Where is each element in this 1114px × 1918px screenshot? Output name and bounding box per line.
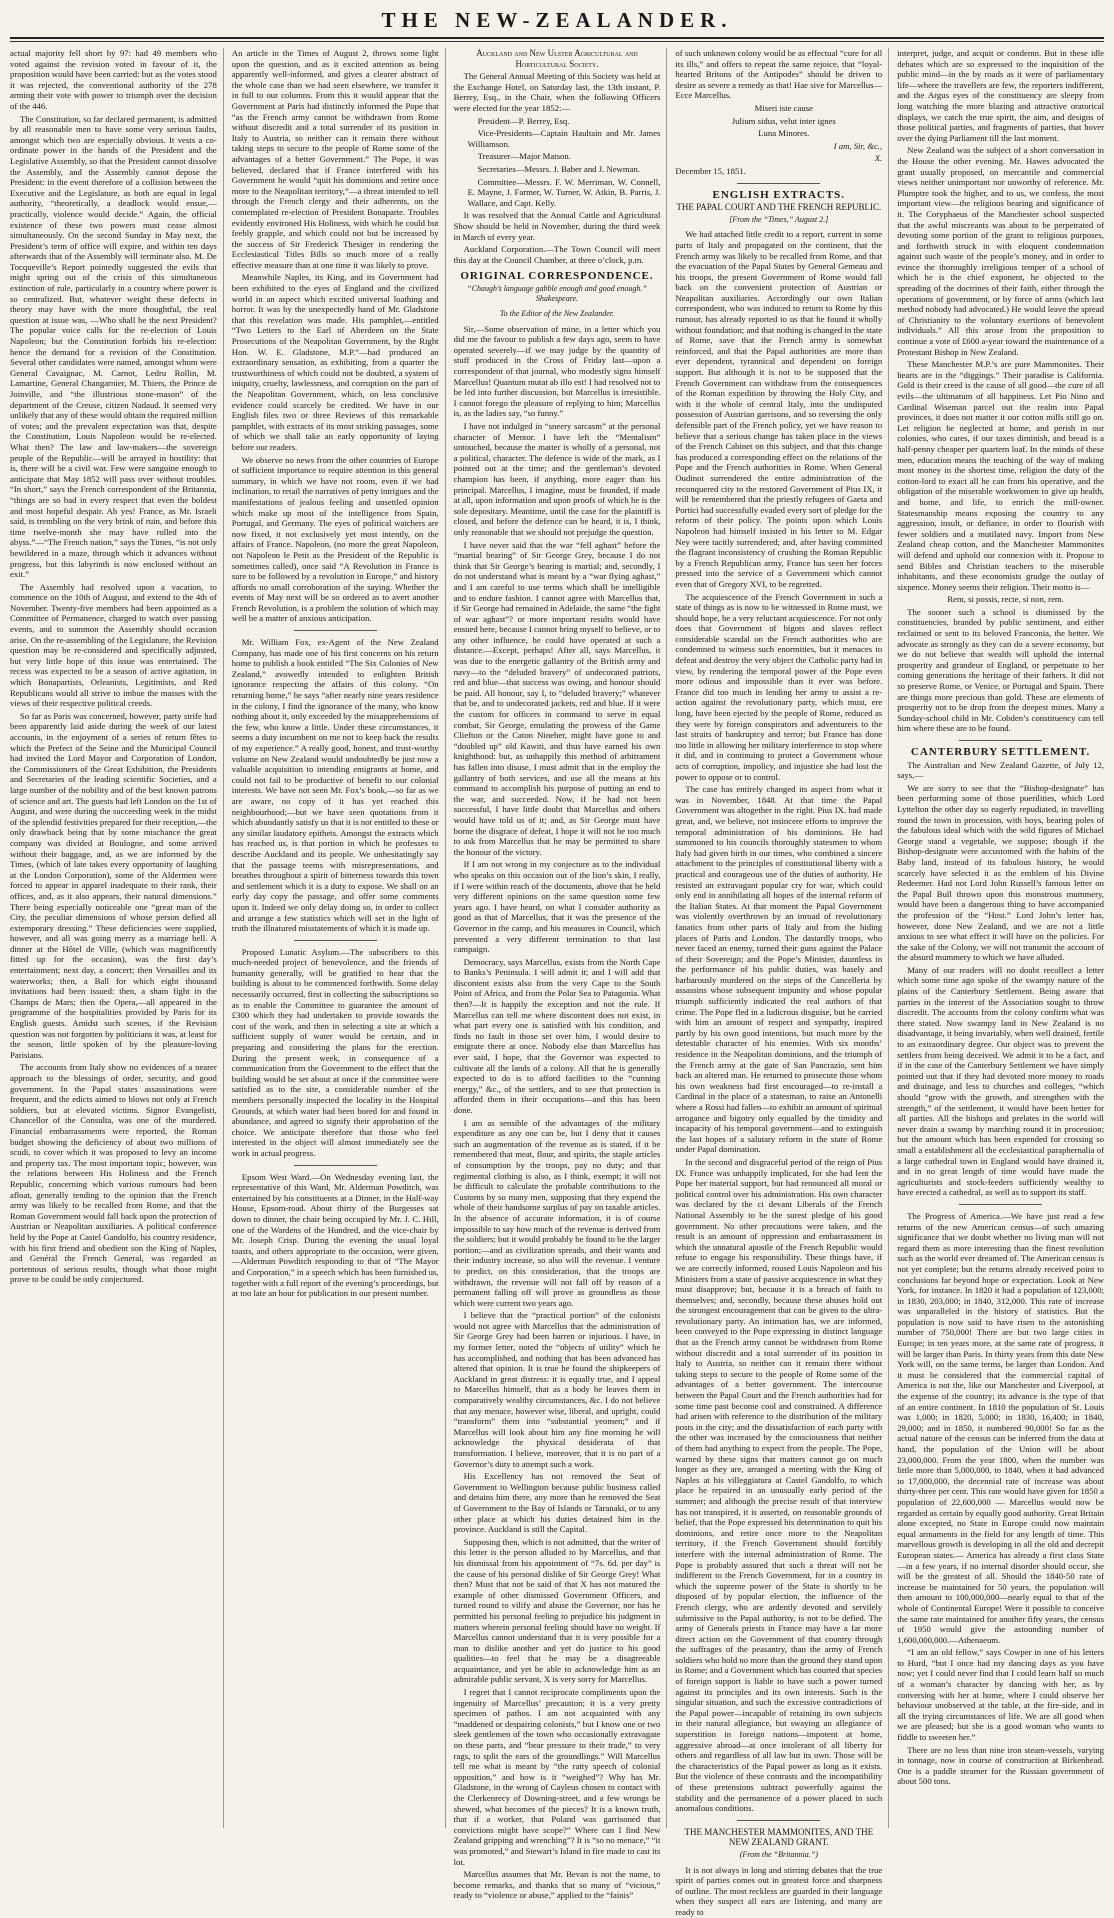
corporation-notice: Auckland Corporation.—The Town Council will meet this day at the Council Chamber, at three o’clock, p.m. bbox=[453, 244, 661, 265]
manchester-source: (From the “Britannia.”) bbox=[739, 1849, 818, 1859]
correspondence-paragraph: Supposing then, which is not admitted, that the writer of this letter is the person alluded to by Marcellus, and that his dismissal from his appointment of “7s. 6d. per day” is the cause of his personal dislike of Sir George Grey! What then? Must that not be said of that X has not matured the example of other dismissed Government Officers, and turned round to vilify and abuse the Governor, nor has he permitted his personal feeling to prejudice his judgment in matters wherein personal feeling should have no weight. If Marcellus cannot understand that it is very possible for a man to dislike another and yet do justice to his good qualities—to feel that he may be a disagreeable acquaintance, and yet be able to acknowledge him as an admirable public servant, X is very sorry for Marcellus. bbox=[453, 1536, 661, 1685]
manchester-paragraph: It is not always in long and stirring debates that the true spirit of parties comes out in greatest force and sharpness of outline. The most reckless are guarded in their language when they suspect all ears are listening, and many are ready to bbox=[675, 1864, 883, 1917]
officer-line: President—P. Berrey, Esq. bbox=[477, 115, 570, 126]
correspondence-paragraph: His Excellency has not removed the Seat of Government to Wellington because public business called and detains him there, any more than he removed the Seat of Government to the Bay of Islands or Taranaki, or to any other place at which his duties detained him in the province. Auckland is still the Capital. bbox=[453, 1471, 661, 1535]
col2-paragraph: Epsom West Ward.—On Wednesday evening last, the representative of this Ward, Mr. Alderman Powditch, was entertained by his constituents at a Dinner, in the Half-way House, Epsom-road. About thirty of the Burgesses sat down to dinner, the chair being occupied by Mr. J. C. Hill, one of the Wardens of the Hundred, and the vice-chair by Mr. Joseph Crisp. During the evening the usual loyal toasts, and others appropriate to the occasion, were given,—Alderman Powditch responding to that of “The Mayor and Corporation,” in a speech which has been furnished us, together with a full report of the evening’s proceedings, but at too late an hour for publication in our present number. bbox=[231, 1171, 439, 1299]
correspondence-paragraph: Marcellus assumes that Mr. Bevan is not the name, to become remarks, and thanks that so many of “vicious,” ready to “violence or abuse,” applied to the “fainis” bbox=[453, 1869, 661, 1901]
col5-paragraph: The sooner such a school is dismissed by the constituencies, branded by public sentiment, and either reclaimed or sent to its beloved Franconia, the better. We advocate as strongly as they can do a severe economy, but we do not believe that wealth will uphold the internal prosperity and grandeur of England, or perpetuate to her coming generations the heritage of their fathers. It did not so preserve Rome, or Venice, or Portugal and Spain. There are things more precious than gold. These are elements of prosperity not to be drop from the deepest mines. Many a Sunday-school child in Mr. Cobden’s constituency can tell him where these are to be found. bbox=[897, 606, 1104, 734]
col1-paragraph: The Constitution, so far declared permanent, is admitted by all reasonable men to have some very serious faults, amongst which two are especially obvious. It vests a co-ordinate power in the hands of the President and the Legislative Assembly, so that the President cannot dissolve the Assembly, and the Assembly cannot depose the President: in the event therefore of a collision between the Executive and the Legislature, as both are equal in legal authority, “theoretically, a deadlock would ensue,—practically, violence would decide.” Again, the official existence of these two powers must cease almost simultaneously. On the second Sunday in May next, the President’s term of office will expire, and within ten days afterwards that of the Assembly will terminate also. M. De Tocqueville’s Report pointedly suggested the evils that might spring out of the crisis of this simultaneous extinction of rule, particularly in a country where power is so centralized. But, whatever weight these defects in theory may have with the more thoughtful, the real question at issue was, —Who shall be the next President? The popular voice calls for the re-election of Louis Napoleon; but the Constitution forbids his re-election: hence the demand for a revision of the Constitution. Several other candidates were named, amongst whom were General Cavaignac, M. Carnot, Ledru Rollin, M. Lamartine, General Changarnier, M. Thiers, the Prince de Joinville, and “the illustrious stone-mason” of the department of the Creuse, citizen Nadaud. It seemed very unlikely that any of these would obtain the required million of votes; and the prevalent expectation was that, despite the Constitution, Louis Napoleon would be re-elected. What then? The law and law-makers—the sovereign people of the Republic—will be arrayed in hostility: that is, there will be a civil war. Few were sanguine enough to anticipate that May 1852 will pass over without troubles. “In short,” says the French correspondent of the Britannia, “things are so bad in every respect that even the boldest and most hopeful despair. Ah yes! France, as Mr. Israeli said, is trembling on the very brink of ruin, and before this time twelve-month she may have rolled into the abyss.”—“The French nation,” says the Times, “is not only bewildered in a maze, through which it advances without progress, but this labyrinth is now enclosed without an exit.” bbox=[10, 113, 217, 580]
officer-line: Committee—Messrs. F. W. Merriman, W. Connell, E. Mayne, J. Farmer, W. Turner, W. Atkin, B. Parris, J. Wallace, and Capt. Kelly. bbox=[467, 176, 661, 208]
column-1 bbox=[10, 48, 224, 1828]
canterbury-title: CANTERBURY SETTLEMENT. bbox=[910, 746, 1091, 758]
col2-paragraph: Mr. William Fox, ex-Agent of the New Zealand Company, has made one of his first concerns on his return home to publish a book entitled “The Six Colonies of New Zealand,” avowedly intended to enlighten British ignorance respecting the affairs of this colony. “On returning home,” he says “after nearly nine years residence in the colony, I find the ignorance of the many, who know nothing about it, only exceeded by the misapprehensions of the few, who know a little. Under these circumstances, it seems a duty incumbent on me not to keep back the results of my experience.” A really good, honest, and trust-worthy volume on New Zealand would undoubtedly be just now a valuable acquisition to intending emigrants at home, and could not fail to be productive of benefit to our colonial interests. We have not seen Mr. Fox’s book,—so far as we are aware, no copy of it has yet reached this neighbourhood;—but we have seen quotations from it which abundantly satisfy us that it is not entitled to these or any similar laudatory epithets. Amongst the extracts which has reached us, is that portion in which he professes to describe Auckland and its people. We unhesitatingly say that the passage teems with misrepresentations, and breathes throughout a spirit of bitterness towards this town and settlement which it is a duty to expose. We shall on an early day copy the passage, and offer some comments upon it. Indeed we only delay doing so, in order to collect and arrange a few statistics which will set in the light of truth the illnatured misstatements of which it is made up. bbox=[231, 637, 439, 934]
correspondence-paragraph: I have never said that the war “fell aghast” before the “martial bearing” of Sir George Grey, because I do not think that Sir George’s bearing is martial; and, secondly, I do not understand what is meant by a “war flying aghast,” and I am careful to use terms which shall be intelligible and to endure fashion. I cannot agree with Marcellus that, if Sir George had remained in Adelaide, the same “the fight of war aghast”? or more important results would have ensued here, because I cannot bring myself to believe, or to any other influence, he could have operated at such a distance.—Except, perhaps! After all, says Marcellus, it was due to the energetic gallantry of the British army and navy—to the “deluded bravery” of undecorated patriots, red and blue—that success was owing, and honour should be paid. All honour, say I, to “deluded bravery;” whatever that be, and to undecorated jackets, red and blue. If it were the custom for officers in command to serve in equal combat, Sir George, emulating the prowess of the Game Cliefton or the Caton Nineher, might have gone to and “doubled up” old Kawiti, and thus have earned his own knighthood: but, as unhappily this method of arbitrament has fallen into disuse, I must admit that in the employ the gallantry of both services, and use all the means at his command to accomplish his purpose of putting an end to the war, and succeeded. Now, if he had not been successful, I have little doubt that Marcellus and others would have told us of it; and, as Sir George must have borne the disgrace of defeat, I hope it will not be too much to ask from Marcellus that he may be permitted to share the honour of the victory. bbox=[453, 539, 661, 857]
extracts-subtitle: THE PAPAL COURT AND THE FRENCH REPUBLIC. bbox=[676, 202, 882, 213]
correspondence-paragraph: Sir,—Some observation of mine, in a letter which you did me the favour to publish a few days ago, seem to have operated severely—if we may judge by the quantity of stuff produced in the Cross of Friday last—upon a correspondent of that journal, who modestly signs himself Marcellus! Quantum mutat ab illo est! I had resolved not to be led into further discussion, but Marcellus is irresistible. I cannot forego the pleasure of replying to him; Marcellus is, as the ladies say, “so funny.” bbox=[453, 323, 661, 419]
col5-paragraph: These Manchester M.P.’s are pure Mammonites. Their hearts are in the “diggings.” Their paradise is California. Gold is their creed is the cause of all good—the cure of all evils—the ultimatum of all happiness. Let Pio Nino and Cardinal Wiseman parcel out the realm into Papal provinces, it does not matter it our cotton mills still go on. Let religion be neglected at home, and perish in our colonies, who cares, if our taxes diminish, and bread is a half-penny cheaper per quartern loaf. In the minds of these men, education means the teaching of the way of making most money in the shortest time, religion the duty of the cotton-lord to exact all he can from his operative, and the obligation of the miserable workwomen to give up health, and home, and life, to enrich the mill-owner. Statesmanship means exposing the country to any aggression, insult, or defiance, in order to flourish with fewer soldiers and a mutilated navy. Import from New Zealand cheap cotton, and the Manchester Mammonites will defend and uphold our connexion with it. Propose to send Bibles and Christian teachers to the miserable inhabitants, and these economists grudge the outlay of sixpence. Money seems their religion. Their motto is— bbox=[897, 359, 1104, 592]
column-2 bbox=[232, 48, 446, 1828]
manchester-title: THE MANCHESTER MAMMONITES, AND THE NEW ZEALAND GRANT. bbox=[684, 1826, 874, 1848]
officer-line: Secretaries—Messrs. J. Baber and J. Newman. bbox=[477, 163, 640, 174]
columns bbox=[10, 48, 1104, 1917]
letter-continuation: of such unknown colony would be as effectual “cure for all its ills,” and offers to repeat the same rejoice, that “loyal-hearted Britons of the Antipodes” should be driven to desire as severe a remedy as that! Hae sive for Marcellus—Ecce Marcellus. bbox=[675, 48, 883, 101]
section-divider bbox=[737, 1820, 820, 1821]
section-divider bbox=[737, 183, 820, 184]
correspondence-paragraph: I am as sensible of the advantages of the military expenditure as any one can be, but I deny that it causes such an augmentation of the revenue as is stated, if it be remembered that meat, flour, and spirits, the staple articles of consumption by the troops, pay no duty; and that regimental clothing is also, as I think, exempt; it will not be difficult to calculate the probable contributions to the Customs by so many men, supposing that they expend the whole of their handsome surplus of pay on taxable articles. In the absence of accurate information, it is of course impossible to say how much of the revenue is derived from the soldiers; but it would probably be found to be the larger portion;—and as civilization spreads, and their wants and their industry increase, so also will the revenue. I venture to predict, on this consideration, that the troops are withdrawn, the revenue will not fall off by reason of a permanent falling off will prove as groundless as those which were current two years ago. bbox=[453, 1117, 661, 1308]
society-title: Auckland and New Ulster Agricultural and Horticultural Society. bbox=[476, 48, 638, 69]
correspondence-title: ORIGINAL CORRESPONDENCE. bbox=[460, 270, 654, 283]
canterbury-intro: The Australian and New Zealand Gazette, of July 12, says,— bbox=[897, 759, 1104, 781]
correspondence-paragraph: I believe that the “practical portion” of the colonists would not agree with Marcellus that the administration of Sir George Grey had been barren or injurious. I have, in my former letter, noted the “objects of utility” which he has accomplished, and nothing that has been advanced has altered that opinion. It is true he found the shipkeepers of Auckland in great distress: it is equally true, and I appeal to Marcellus himself, that as a body he leaves them in comparatively wealthy circumstances, &c. I do not believe that any menace, however wise, liberal, and upright, could “transform” them into “substantial yeomen;” and if Marcellus will look about him any fine morning he will acknowledge the physical desiderata of that transformation. I believe, moreover, that it is no part of a Governor’s duty to attempt such a work. bbox=[453, 1310, 661, 1469]
america-paragraph: The Progress of America.—We have just read a few returns of the new American census—of such amazing significance that we doubt whether no living man will not regard them as more interesting than the finest revolution such as the world ever dreamed of. The American census is not yet complete; but the returns already received point to conclusions far beyond hope or expectation. Look at New York, for instance. In 1820 it had a population of 123,000; in 1830, 203,000; in 1840, 312,000. This rate of increase was unparalleled in the history of statistics. But the population is now said to have risen to the astonishing number of 750,000! There are but two large cities in Europe; in ten years more, at the same rate of progress, it will be larger than Paris. In thirty years from this date New York will, on the same terms, be larger than London. And it must be considered that the commercial capital of America is not the, like our Manchester and Liverpool, at the expense of the country; its advance is the type of that of an entire continent. In 1810 the population of St. Louis was 1,000; in 1820, 5,000; in 1830, 16,400; in 1840, 29,000; and in 1850, it numbered 90,000! So far as the actual nature of the census can be inferred from the data at hand, the population of the Union will be about 23,000,000. From the year 1800, when the number was little more than 5,000,000, to 1840, when it had advanced to 17,000,000, the decennial rate of increase was about thirty-three per cent. This rate would have given for 1850 a population of 22,600,000 — Marcellus would now be regarded as certain by equally good authority. Great Britain alone excepted, no State in Europe could now maintain equal armaments in the field for any length of time. This marvellous growth is developing in all the old and decrepit European states.— America has already a first class State—in a few years, if no internal disorder should occur, she will be the greatest of all. Should the 1840-50 rate of increase be maintained for 50 years, the population will then amount to 100,000,000—nearly equal to that of the whole of Continental Europe! Were it possible to conceive the same rate maintained for another fifty years, the census of 1950 would give the astounding number of 1,600,000,000.—Athenaeum. bbox=[897, 1210, 1104, 1645]
masthead: THE NEW-ZEALANDER. bbox=[10, 6, 1104, 39]
correspondence-paragraph: If I am not wrong in my conjecture as to the individual who speaks on this occasion out of the lion’s skin, I really, if I were within reach of the documents, above that he held very different opinions on the same question some few years ago. I have heard, on what I consider authority as good as that of Marcellus, that it was the presence of the Governor in the camp, and his measures in Council, which prevented a very different termination to that last campaign. bbox=[453, 859, 661, 955]
section-divider bbox=[959, 740, 1042, 741]
correspondence-quote: “Chaugh’s language gabble enough and good enough.” Shakespeare. bbox=[467, 283, 647, 304]
letter-signoff: I am, Sir, &c., bbox=[833, 140, 883, 151]
column-5 bbox=[897, 48, 1104, 1828]
extracts-paragraph: In the second and disgraceful period of the reign of Pius IX. France was unhappily implicated, for she had lent the Pope her material support, but had renounced all moral or political control over his administration. His own character was declared by the ci devant Liberals of the French National Assembly to be the surest pledge of his good government. No other precautions were taken, and the result is an amount of oppression and embarrassment in which the unnatural apostle of the French Republic would refuse to engage his responsibility. These things have, if we are correctly informed, roused Louis Napoleon and his Ministers from a state of passive acquiescence in what they must disapprove; but, because it is a breach of faith to themselves; and, secondly, because these abuses hold out the strongest encouragement that can be given to the ultra-revolutionary party. An intimation has, we are informed, been conveyed to the Pope expressing in distinct language that as the French army cannot be withdrawn from Rome without discredit and a total surrender of its position in Italy to Austria, so neither can it remain there without taking steps to secure to the people of Rome some of the advantages of a better government. The intercourse between the Papal Court and the French authorities had for some time past become cool and constrained. A difference had arisen with reference to the distribution of the military posts in the city; and the dissatisfaction of each party with the other was increased by the consciousness that neither of them had anything to expect from the people. The Pope, warned by these signs that matters cannot go on much longer as they are, arranged a meeting with the King of Naples at his villeggiatura at Castel Gandolfo, to which place he repaired in an unusually early period of the summer; and although the precise result of that interview has not transpired, it is asserted, on reasonable grounds of belief, that the Pope expressed his determination to quit his dominions, and retire once more to the Neapolitan territory, if the French Government should forcibly interfere with the internal administration of Rome. The Pope is probably assured that such a threat will not be indifferent to the French Government, for in a country in which the supreme power of the State is shortly to be disposed of by popular election, the influence of the French clergy, who are ardently devoted and servilely submissive to the Papal authority, is not to be defied. The army of Generals priests in France may have a far more direct action on the Government of that country through the suffrages of the peasantry, than the army of French soldiers who hold no more than the ground they stand upon in Rome; and a Government which has courted that species of foreign support is liable to have such a power turned against its principles and its own interests. Such is the singular situation, and such the excessive contradictions of the Papal power—incapable of retaining its own subjects in their natural allegiance, but swaying an allegiance of superstition in foreign nations—impotent at home, aggressive abroad—at once intolerant of all liberty for others and regardless of all law but its own. Those will be the characteristics of the Papal power as long as it exists. But the violence of these contrasts and the incompatibility of these pretensions subtract powerfully against the stability and the permanence of a power placed in such anomalous conditions. bbox=[675, 1156, 883, 1814]
society-body: The General Annual Meeting of this Society was held at the Exchange Hotel, on Saturday last, the 13th instant, P. Berrey, Esq., in the Chair, when the following Officers were elected for the year 1852:— bbox=[453, 71, 661, 113]
verse-line: Luna Minores. bbox=[758, 128, 810, 139]
correspondence-to: To the Editor of the New Zealander. bbox=[499, 309, 615, 319]
col1-paragraph: The Assembly had resolved upon a vacation, to commence on the 10th of August, and extend to the 4th of November. Twenty-five members had been appointed as a Committee of Permanence, charged to watch over passing events, and to summon the Assembly should occasion arise. On the re-assembling of the Legislature, the Revision question may be re-considered and specifically adjusted, but very little hope of this issue was entertained. The recess was expected to be a season of active agitation, in which Bonapartists, Orleanists, Legitimists, and Red Republicans would all strive to imbue the masses with the views of their respective political creeds. bbox=[10, 581, 217, 709]
column-3 bbox=[453, 48, 668, 1901]
col2-paragraph: Meanwhile Naples, its King, and its Government had been exhibited to the eyes of England and the civilized world in an aspect which excited universal loathing and horror. It was by the unexpectedly hand of Mr. Gladstone that this revelation was made. His pamphlet,—entitled “Two Letters to the Earl of Aberdeen on the State Prosecutions of the Neapolitan Government, by the Right Hon. W. E. Gladstone, M.P.”—had produced an extraordinary sensation, as exhibiting, from a quarter the trustworthiness of which could not be doubted, a system of iniquity, cruelty, lawlessness, and corruption on the part of the Neapolitan Government, which, on less conclusive evidence could scarcely be credited. We have in our English files two or three Reviews of this remarkable pamphlet, with extracts of its most striking passages, some of which we shall take an early opportunity of laying before our readers. bbox=[231, 272, 439, 452]
verse-line: Julium sidus, velut inter ignes bbox=[731, 115, 836, 126]
col1-paragraph: So far as Paris was concerned, however, party strife had been apparently laid aside during the week of our latest accounts, in the enjoyment of a series of return fêtes to which the Prefect of the Seine and the Municipal Council had invited the Lord Mayor and Corporation of London, the Commissioners of the Great Exhibition, the Presidents and Secretaries of the leading scientific Societies, and a large number of the nobility and of the best known patrons of science and art. The guests had left London on the 1st of August, and were during the succeeding week in the midst of the splendid festivities prepared for their reception,—the only drawback being that by some mischance the great company was divided at Boulogne, and some arrived without their baggage, and, as we are informed by the Times, (which of late takes every opportunity of laughing at the London Corporation), some of the Aldermen were forced to appear in apparel inadequate to their rank, their offices, and, as it also appears, their natural dimensions.” There being especially noticeable one “great man of the City, the peculiar dimensions of whose person defied all extemporary dressing.” These deficiencies were supplied, however, and all was going merry as a marriage bell. A dinner at the Hôtel de Ville, (which was magnificently fitted up for the occasion), was the first day’s entertainment; next day, a concert; then Versailles and its waterworks; then, a Ball for which eight thousand invitations had been issued: then, a sham fight in the Champs de Mars; then the Opera,—all appeared in the programme of the hospitalities provided by Paris for its English guests. Amidst such scenes, if the Revision question was not forgotten by politicians it was, at least for the season, little spoken of by the pleasure-loving Parisians. bbox=[10, 710, 217, 1060]
col2-paragraph: We observe no news from the other countries of Europe of sufficient importance to require attention in this general summary, in which we have not room, even if we had inclination, to retail the narratives of petty intrigues and the manifestations of jealous feeling and unsettled opinion which make up most of the intelligence from Spain, Portugal, and Germany. The eyes of political watchers are now fixed, it not exclusively yet most intently, on the affairs of France. Napoleon, (no more the great Napoleon, not Napoleon le Petit as the President of the Republic is sometimes called), once said “A Revolution in France is sure to be followed by a revolution in Europe,” and history affords no small corroboration of the saying. Whether the events of May next will be so ordered as to avert another French Revolution, is a problem the solution of which may well be a matter of anxious anticipation. bbox=[231, 454, 439, 624]
motto-line: Rem, si possis, recte, si non, rem. bbox=[947, 594, 1064, 605]
col1-paragraph: The accounts from Italy show no evidences of a nearer approach to the blessings of order, security, and good government. In the Papal states assassinations were frequent, and the edicts aimed to blows not only at French soldiers, but at elevated victims. Signor Evangelisti, Chancellor of the Consulta, was one of the murdered. Financial embarrassments were reported, the Roman budget showing the deficiency of about two millions of scudi, to cover which it was proposed to levy an income and property tax. The most important topic, however, was the relations between His Holiness and the French Republic, concerning which various rumours had been afloat, generally tending to the opinion that the French army was likely to be recalled from Rome, and that the Roman Government would fall back upon the protection of Austrian or Neapolitan auxiliaries. A political conference held by the Pope at Castel Gandolfo, his country residence, with his first friend and obedient son the King of Naples, and Genéral the French General, was regarded as portentous of serious results, though what those might prove to be could be only conjectured. bbox=[10, 1062, 217, 1285]
extracts-title: ENGLISH EXTRACTS. bbox=[712, 188, 846, 201]
letter-initial: X. bbox=[874, 153, 883, 164]
verse-line: Miseri iste cause bbox=[754, 102, 813, 113]
section-divider bbox=[959, 1204, 1042, 1205]
correspondence-paragraph: I regret that I cannot reciprocate compliments upon the ingenuity of Marcellus’ precaution; it is a very pretty specimen of pathos. I am not acquainted with any “maddened or despairing colonists,” but I know one or two sleek gentlemen of the town who occasionally extravagate on these parts, and “bear pressure to their trade,” to very rags, to split the ears of the groundlings.” Will Marcellus tell me what is meant by “the ratty speech of colonial opposition,” and how is it “weighed”? Why has Mr. Gladstone, in the wrong of Cayleus chosen to contact with the Clerkenrecy of Downing-street, and a few wrongs be shewed, what becomes of the pieces? It is a known truth, that if a worker, that Poland was garrisoned that convictions might have scope?” Where can I find New Zealand gripping and wrenching”? It is “so no menace,” “it was promoted,” and Stewart’s Island in fire made to cast its lot. bbox=[453, 1687, 661, 1867]
correspondence-paragraph: I have not indulged in “sneery sarcasm” at the personal character of Mentor. I have left the “Mentalism” untouched, because the matter is wholly of a personal, not a political, character. The defence is wide of the mark, as I pointed out at the time; and the gentleman’s devoted champion has been, if anything, more eager than his principal. Marcellus, I imagine, must be founded, if made at all, upon information and upon proofs of which he is the sole depositary. Meantime, until the case for the plaintiff is closed, and before the defence can be heard, it is, I think, only reasonable that we should not prejudge the question. bbox=[453, 421, 661, 537]
col2-paragraph: An article in the Times of August 2, throws some light upon the question, and as it excited attention as being apparently well-informed, and gives a clearer abstract of the whole case than we had seen elsewhere, we transfer it in full to our columns. From this it would appear that the Government at Paris had distinctly informed the Pope that “as the French army cannot be withdrawn from Rome without discredit and a total surrender of its position in Italy to Austria, so neither can it remain there without taking steps to secure to the people of Rome some of the advantages of a better Government.” The Pope, it was believed, declared that if France interfered with his Government he would “quit his dominions and retire once more to the Neapolitan territory,”—a threat intended to tell through the French clergy and their adherents, on the contemplated re-election of President Bonaparte. Troubles evidently environed His Holiness, with which he could but feebly grapple, and which could not but be increased by the success of Sir Frederick Thesiger in rendering the Ecclesiastical Titles Bills so much more of a really effective measure than at one time it was likely to prove. bbox=[231, 48, 439, 270]
col5-paragraph: New Zealand was the subject of a short conversation in the House the other evening. Mr. Hawes advocated the grant usually proposed, on mercantile and commercial views neither unimportant nor unworthy of reference. Mr. Plumptre took the higher, and to us, we confess, the most important view—the religious bearing and significance of it. The Coryphaeus of the Manchester school suspected that the awful miscreants was about to be perpetrated of devoting some portion of the grant to religious purposes, and forthwith struck in with eloquent condemnation against such waste of the people’s money, and in order to evince the thoroughly irreligious temper of a school of which he is the chief exponent, he objected to the spreading of the doctrines of their faith, either through the operations of government, or by force of arms (which last method nobody had advocated.) He would leave the spread of Christianity to the voluntary exertions of benevolent individuals.” All this arose from the proposition to continue a vote of £600 a-year toward the maintenance of a Protestant Bishop in New Zealand. bbox=[897, 145, 1104, 357]
cowper-paragraph: “I am an old fellow,” says Cowper in one of his letters to Hurd, “but I once had my dancing days as you have now; yet I could never find that I could learn half so much of a woman’s character by dancing with her, as by conversing with her at home, where I could observe her behaviour unobserved at the table, at the fire-side, and in all the trying circumstances of life. We are all good when we are pleased; but she is a good woman who wants to fiddle to sweeten her.” bbox=[897, 1647, 1104, 1743]
extracts-paragraph: The case has entirely changed its aspect from what it was in November, 1848. At that time the Papal Government was altogether in the right. Pius IX. had made great, and, we believe, not insincere efforts to improve the temporal administration of his dominions. He had summoned to his councils thoroughly statesmen to whom Italy had given birth in our times, who combined a sincere attachment to the principles of constitutional liberty with a practical and courageous use of the duties of authority. He resisted an extravagant popular cry for war, which could only end in annihilating all hopes of the internal reform of the Italian States. At that moment the Papal Government was violently overthrown by an inroad of revolutionary fanatics from other parts of Italy and from the hiding places of Paris and London. The dastardly troops, who never faced an enemy, turned their guns against the Palace of their Sovereign; and the Pope’s Minister, dauntless in the performance of his public duties, was basely and barbarously murdered on the steps of the Cancelleria by assassins whose subsequent impunity and whose popular triumph sufficiently indicated the real authors of that crime. The Pope fled in a ludicrous disguise, but he carried with him an amount of respect and sympathy, inspired partly by his own good intentions, but much more by the detestable character of his enemies. With six months’ residence in the Neapolitan dominions, and the triumph of the French army at the gate of San Pancrazio, sent him back an altered man. He returned to prosecute those whom his own weakness had first encouraged—to re-install a Cardinal in the place of a statesman, to raise an Antonelli where a Rossi had fallen—to exhibit an amount of spiritual arrogance and bigotry only equalled by the timidity and incapacity of his temporal government—and to extinguish the last hopes of a salutary reform in the state of Rome under Papal domination. bbox=[675, 784, 883, 1155]
masthead-rule bbox=[10, 41, 1104, 42]
correspondence-paragraph: Democracy, says Marcellus, exists from the North Cape to Banks’s Peninsula. I will admit it; and I will add that discontent exists also from the very Cape to the South Point of Africa, and from the Polar Sea to Patagonia. What then?—It is happily the exception and not the rule. If Marcellus can tell me where discontent does not exist, in what part every one is satisfied with his condition, and finds no fault in those set over him, I would desire to emigrate there at once. Nobody else than Marcellus has ever said, I hope, that the Governor was expected to cultivate all the lands of a colony. All that he is generally expected to do is to afford facilities to the “cunning energy,” &c., of the settlers, and to see that protection is afforded them in their occupations—and this has been done. bbox=[453, 956, 661, 1115]
extracts-source: [From the “Times,” August 2.] bbox=[729, 214, 829, 224]
section-divider bbox=[294, 630, 377, 631]
col5-paragraph: interpret, judge, and acquit or condemn. But in these idle debates which are so expressed to the inquisition of the public mind—in the by roads as it were of parliamentary life—where the travellers are few, the reporters indifferent, and the Argus eyes of the constituency are sleepy from long watching the more blazing and attractive oratorical displays, we catch the true spirit, the aim, and designs of those political parties, and fragments of parties, that hover over the dying Parliament till the last moment. bbox=[897, 48, 1104, 143]
column-4 bbox=[675, 48, 889, 1917]
extracts-paragraph: We had attached little credit to a report, current in some parts of Italy and propagated on the continent, that the French army was likely to be recalled from Rome, and that the evacuation of the Papal States by General Gemeau and his troops, the present Government of Rome would fall back on the convenient protection of Austrian or Neapolitan auxiliaries. Accordingly our own Italian correspondent, who was induced to return to Rome by this rumour, has already reported to us that he found it wholly without foundation; and that nothing is changed in the state of Rome, save that the French army is somewhat reinforced, and that the Papal authorities are more than ever dependent, tyrannical and dependent on foreign support. But although it is not to be supposed that the French Government can withdraw from the consequences of the Roman expedition by throwing the Holy City, and with it the whole of central Italy, into the undisputed possession of Austrian garrisons, and so reversing the only defensible part of the French policy, yet we have reason to believe that a serious change has taken place in the views of the French Cabinet on this subject, and that this change has produced a corresponding effect on the relations of the Pope and the French authorities in Rome. When General Oudinot surrendered the entire administration of the reconquered city to the restored Government of Pius IX, it will be remembered that the priestly refugees of Gaeta and Portici had successfully evaded every sort of pledge for the reform of their policy. The points upon which Louis Napoleon had himself insisted in his letter to M. Edgar Ney were tacitly surrendered; and, after having committed the flagrant inconsistency of crushing the Roman Republic by a French Republican army, France has seen her forces pressed into the service of a Government which cannot even that of Gregory XVI, to be regretted. bbox=[675, 229, 883, 589]
col1-paragraph: actual majority fell short by 97: had 49 members who voted against the revision voted in favour of it, the proposition would have been carried: but as the votes stood it was rejected, the conventional authority of the 278 arming their vote with power to triumph over the decision of the 446. bbox=[10, 48, 217, 111]
officer-line: Treasurer—Major Matson. bbox=[477, 151, 571, 162]
canterbury-paragraph: Many of our readers will no doubt recollect a letter which some time ago spoke of the swampy nature of the plains of the Canterbury Settlement. Being aware that parties in the interest of the Association sought to throw discredit. The accounts from the colony confirm what was there stated. Now swampy land in New Zealand is no disadvantage, it being invariably, when well drained, fertile to an extraordinary degree. Our object was to prevent the settlers from being deceived. We admit it to be a fact, and if in the case of the Canterbury Settlement we have simply pointed out that if they had devoted more money to roads and drainage, and less to churches and colleges, “which should “grow with the growth, and strengthen with the strength,” of the settlement, it would have been better for all parties. All the bishops and prelates in the world will never drain a swamp by marching round it in procession; but the amount which has been expended for crossing so small a establishment all the ecclesiastical paraphernalia of a large cathedral town in England would have drained it, and in no great length of time would have made the agriculturists and stock-feeders sufficiently wealthy to have erected a cathedral, as well as to support its staff. bbox=[897, 964, 1104, 1198]
canterbury-paragraph: We are sorry to see that the “Bishop-designate” has been performing some of those puerilities, which Lord Lyttelton the other day so eagerly repudiated, in travelling round the town in procession, with boys, bearing poles of the fabulous ideal which with the wild figures of Michael George stand a vegetable, we suppose; though if the Bishop-designate were accustomed with the habits of the Baby land, instead of its fabulous history, he would scarcely have selected it as the emblem of his Divine Redeemer. Had not Lord John Russell’s famous letter on the Papal Bull thrown upon this monstrous mummery, would have been a dangerous thing to have accompanied the profession of the “Host.” Lord John’s letter has, however, done New Zealand, and we are not a little anxious to see what effect it will have on the policies. For the sake of the Colony, we will not transmit the account of the absurd mummery to which we have alluded. bbox=[897, 782, 1104, 963]
closing-paragraph: There are no less than nine iron steam-vessels, varying in tonnage, now in course of construction at Birkenhead. One is a paddle steamer for the Russian government of about 500 tons. bbox=[897, 1744, 1104, 1787]
col2-paragraph: Proposed Lunatic Asylum.—The subscribers to this much-needed project of benevolence, and the friends of humanity generally, will be gratified to hear that the building is about to be commenced forthwith. Some delay necessarily occurred, first in collecting the subscriptions so as to enable the Committee to guarantee the amount of £300 which they had undertaken to provide towards the cost of the work, and then in selecting a site at which a sufficient supply of water would be certain, and in preparing and considering the plans for the erection. During the present week, in consequence of a communication from the Government to the effect that the building would be set about at once if the committee were satisfied as to the site, a considerable number of the members personally inspected the locality in the Hospital Grounds, at which water had been bored for and found in abundance, and agreed to signify their approbation of the choice. We anticipate therefore that those who feel interested in the object will almost immediately see the work in actual progress. bbox=[231, 946, 439, 1158]
letter-date: December 15, 1851. bbox=[675, 165, 746, 176]
section-divider bbox=[294, 940, 377, 941]
officer-line: Vice-Presidents—Captain Haultain and Mr. James Williamson. bbox=[467, 128, 661, 149]
society-close: It was resolved that the Annual Cattle and Agricultural Show should be held in November, during the third week in March of every year. bbox=[453, 210, 661, 242]
section-divider bbox=[294, 1165, 377, 1166]
extracts-paragraph: The acquiescence of the French Government in such a state of things as is now to be witnessed in Rome must, we should hope, be a very reluctant acquiescence. For not only does that Government of bigots and slaves reflect considerable scandal on the French authorities who are condemned to witness such enormities, but it menaces to defeat and destroy the very object the Catholic party had in view, by rendering the temporal power of the Pope even more odious and impossible than it ever was before. France did too much in lending her army to assist a re-action against the revolutionary party, which must, ere long, have been ejected by the people of Rome, reduced as they were by foreign conspirators and adventurers to the last straits of bankruptcy and terror; but France has done too little in allowing her military interference to stop where it did, and in continuing to protect a Government whose acts of corruption, impolicy, and injustice she had lost the power to oppose or to control. bbox=[675, 591, 883, 782]
